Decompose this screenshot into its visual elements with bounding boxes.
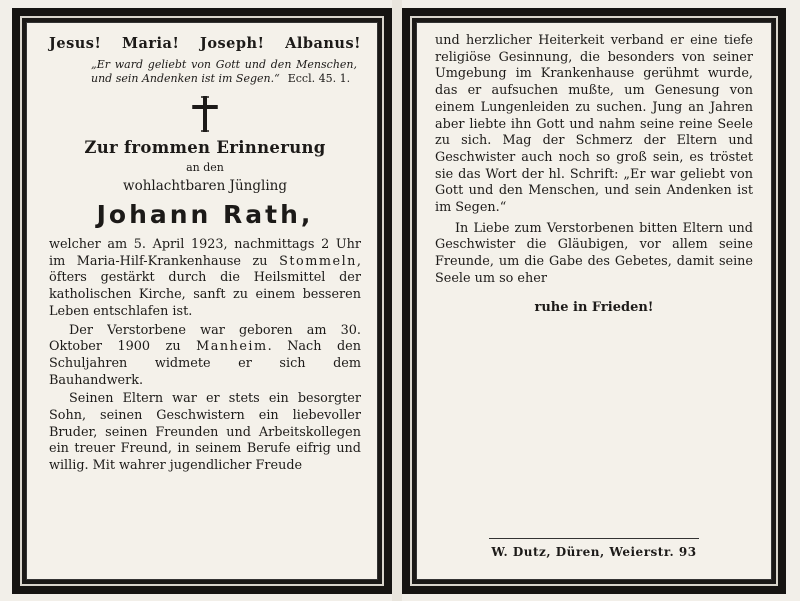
- invocation-maria: Maria!: [121, 35, 180, 52]
- right-card-frame: [410, 16, 778, 586]
- birth-place: Manheim: [196, 339, 268, 355]
- death-paragraph: [49, 237, 361, 321]
- bible-quote-text: „Er ward geliebt von Gott und den Menschen, und sein Andenken ist im Segen.“: [91, 58, 357, 85]
- closing-line: ruhe in Frieden!: [534, 299, 654, 315]
- bible-quote-reference: Eccl. 45. 1.: [287, 72, 351, 85]
- death-text-a: welcher am 5. April 1923, nachmittags 2 Uhr im Maria-Hilf-Krankenhause zu: [49, 237, 361, 269]
- latin-cross-icon: [49, 96, 361, 132]
- deceased-name: Johann Rath,: [96, 200, 314, 229]
- left-card-frame: [20, 16, 384, 586]
- left-page: [26, 22, 378, 580]
- bible-quote: [91, 58, 357, 86]
- continuation-paragraph: und herzlicher Heiterkeit verband er eine tiefe religiöse Gesinnung, die besonders von seiner Umgebung im Krankenhause gerühmt wurde, das er aufsuchen mußte, um Genesung von einem Lungenleiden zu suchen. Jung an Jahren aber liebte ihn Gott und nahm seine reine Seele zu sich. Mag der Schmerz der Eltern und Geschwister auch noch so groß sein, es tröstet sie das Wort der hl. Schrift: „Er war geliebt von Gott und den Menschen, und sein Andenken ist im Segen.“: [435, 33, 753, 216]
- invocation-line: [49, 35, 361, 52]
- invocation-jesus: Jesus!: [49, 35, 102, 52]
- character-paragraph: Seinen Eltern war er stets ein besorgter Sohn, seinen Geschwistern ein liebevoller Bruder, seinen Freunden und Arbeitskollegen ein treuer Freund, in seinem Berufe eifrig und willig. Mit wahrer jugendlicher Freude: [49, 391, 361, 474]
- invocation-joseph: Joseph!: [199, 35, 265, 52]
- printer-imprint: W. Dutz, Düren, Weierstr. 93: [491, 545, 697, 559]
- birth-text-a: Der Verstorbene war geboren am 30. Oktober 1900 zu: [49, 322, 361, 355]
- death-place: Stommeln: [279, 253, 357, 269]
- birth-paragraph: [49, 323, 361, 390]
- card-fold: [392, 0, 402, 601]
- invocation-albanus: Albanus!: [285, 35, 361, 52]
- prayer-request-paragraph: In Liebe zum Verstorbenen bitten Eltern und Geschwister die Gläubigen, vor allem seine Freunde, um die Gabe des Gebetes, damit seine Seele um so eher: [435, 220, 753, 286]
- memorial-heading: Zur frommen Erinnerung: [84, 138, 326, 157]
- death-text-b: , öfters gestärkt durch die Heilsmittel der katholischen Kirche, sanft zu einem besseren Leben entschlafen ist.: [49, 253, 361, 319]
- intro-text: an den: [186, 161, 224, 174]
- birth-text-b: . Nach den Schuljahren widmete er sich dem Bauhandwerk.: [49, 339, 361, 388]
- right-card: [402, 8, 786, 594]
- printer-divider: [489, 538, 699, 539]
- right-page: [416, 22, 772, 580]
- subtitle: wohlachtbaren Jüngling: [123, 178, 287, 194]
- left-card: [12, 8, 392, 594]
